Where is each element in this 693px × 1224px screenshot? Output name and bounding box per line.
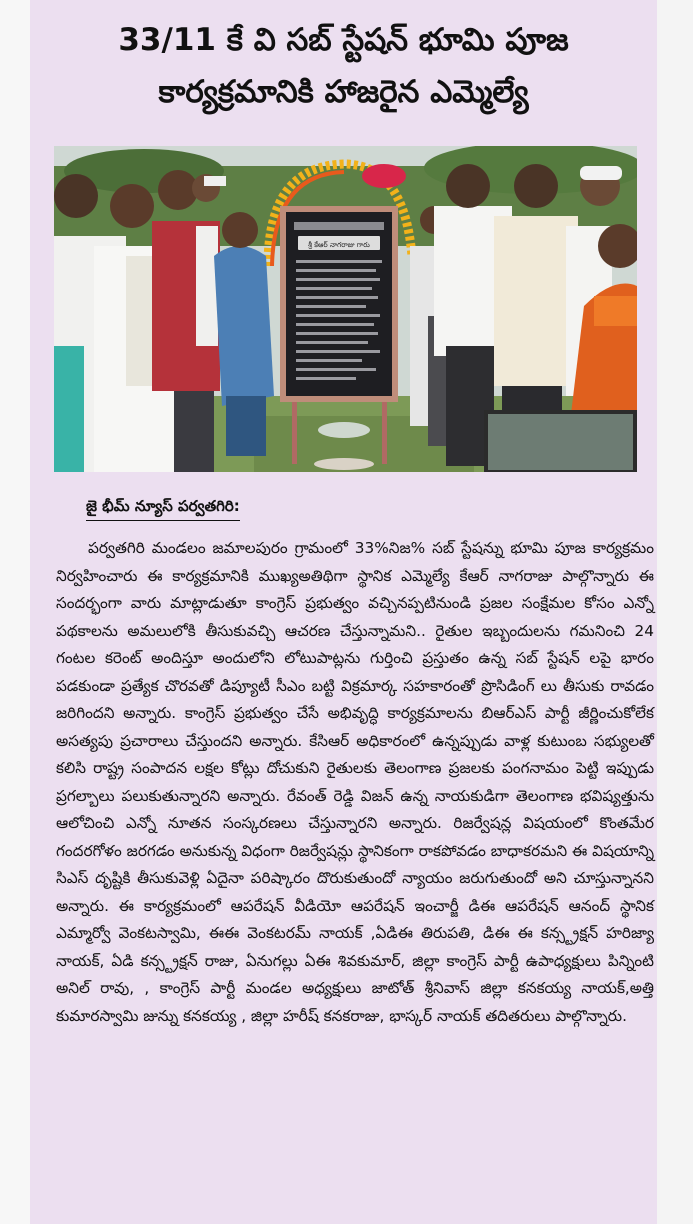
headline-line-1: 33/11 కే వి సబ్ స్టేషన్ భూమి పూజ <box>118 22 569 58</box>
event-photo <box>54 146 637 472</box>
right-margin <box>657 0 693 1224</box>
news-clipping <box>30 0 657 1224</box>
headline <box>30 14 657 118</box>
dateline: జై భీమ్ న్యూస్ పర్వతగిరి: <box>86 497 240 521</box>
article-body: పర్వతగిరి మండలం జమాలపురం గ్రామంలో 33%నిజ% సబ్ స్టేషన్ను భూమి పూజ కార్యక్రమం నిర్వహించారు ఈ కార్యక్రమానికి ముఖ్యఅతిథిగా స్థానిక ఎమ్మెల్యే కేఆర్ నాగరాజు పాల్గొన్నారు ఈ సందర్భంగా వారు మాట్లాడుతూ కాంగ్రెస్ ప్రభుత్వం వచ్చినప్పటినుండి ప్రజల సంక్షేమల కోసం ఎన్నో పథకాలను అమలులోకి తీసుకువచ్చి ఆచరణ చేస్తున్నామని.. రైతుల ఇబ్బందులను గమనించి 24 గంటల కరెంట్ అందిస్తూ అందులోని లోటుపాట్లను గుర్తించి ప్రస్తుతం ఉన్న సబ్ స్టేషన్ లపై భారం పడకుండా ప్రత్యేక చొరవతో డిప్యూటీ సీఎం బట్టి విక్రమార్క సహకారంతో ప్రొసిడింగ్ లు తీసుకు రావడం జరిగిందని అన్నారు. కాంగ్రెస్ ప్రభుత్వం చేసే అభివృద్ధి కార్యక్రమాలను బిఆర్ఎస్ పార్టీ జీర్ణించుకోలేక అసత్యపు ప్రచారాలు చేస్తుందని అన్నారు. కేసిఆర్ అధికారంలో ఉన్నప్పుడు వాళ్ల కుటుంబ సభ్యులతో కలిసి రాష్ట్ర సంపాదన లక్షల కోట్లు దోచుకుని రైతులకు తెలంగాణ ప్రజలకు పంగనామం పెట్టి ఇప్పుడు ప్రగల్బాలు పలుకుతున్నారని అన్నారు. రేవంత్ రెడ్డి విజన్ ఉన్న నాయకుడిగా తెలంగాణ భవిష్యత్తును ఆలోచించి ఎన్నో నూతన సంస్కరణలు చేస్తున్నారని అన్నారు. రిజర్వేషన్ల విషయంలో కొంతమేర గందరగోళం జరగడం అనుకున్న విధంగా రిజర్వేషన్లు స్థానికంగా రాకపోవడం బాధాకరమని ఈ విషయాన్ని సిఎస్ దృష్టికి తీసుకువెళ్లి ఏదైనా పరిష్కారం దొరుకుతుందో న్యాయం జరుగుతుందో అని చూస్తున్నానని అన్నారు. ఈ కార్యక్రమంలో ఆపరేషన్ వీడియో ఆపరేషన్ ఇంచార్జీ డిఈ ఆపరేషన్ ఆనంద్ స్థానిక ఎమ్మార్వో వెంకటస్వామి, ఈఈ వెంకటరమ్ నాయక్ ,ఏడిఈ తిరుపతి, డిఈ ఈ కన్స్ట్రక్షన్ హరిజ్యా నాయక్, ఏడి కన్స్ట్రక్షన్ రాజు, ఏనుగల్లు ఏఈ శివకుమార్, జిల్లా కాంగ్రెస్ పార్టీ ఉపాధ్యక్షులు పిన్నింటి అనిల్ రావు, , కాంగ్రెస్ పార్టీ మండల అధ్యక్షులు జాటోత్ శ్రీనివాస్ జిల్లా కనకయ్య నాయక్,అత్తి కుమారస్వామి జున్ను కనకయ్య , జిల్లా హరీష్ కనకరాజు, భాస్కర్ నాయక్ తదితరులు పాల్గొన్నారు. <box>56 539 654 1025</box>
left-margin <box>0 0 30 1224</box>
headline-line-2: కార్యక్రమానికి హాజరైన ఎమ్మెల్యే <box>158 74 529 110</box>
plaque-title: శ్రీ కేఆర్ నాగరాజు గారు <box>308 241 370 249</box>
